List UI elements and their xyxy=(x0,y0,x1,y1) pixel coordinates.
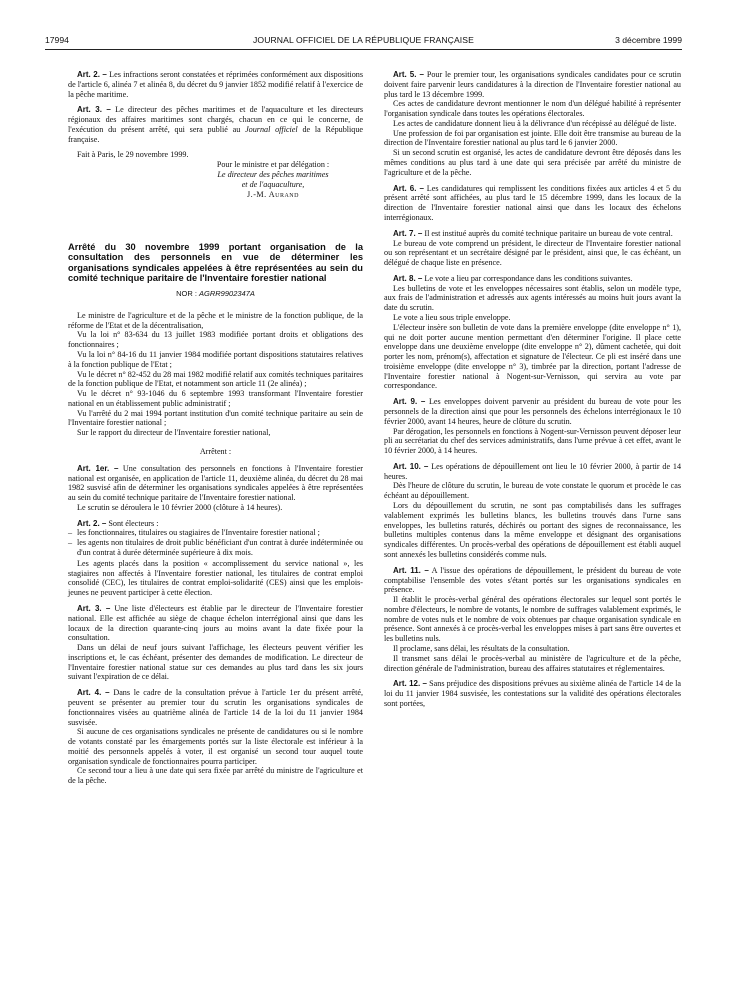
preamble-line: Vu le décret n° 93-1046 du 6 septembre 1993 transformant l'Inventaire forestier national en un établissement public administratif ; xyxy=(68,389,363,408)
article-2b-para: Les agents placés dans la position « accomplissement du service national », les stagiaires non affectés à l'Inventaire forestier national, les titulaires de contrat emploi consolidé (CEC), les titulaires de contrat emploi-solidarité (CES) ainsi que les emplois-jeunes ne peuvent participer à cette élection. xyxy=(68,558,363,598)
article-2: Art. 2. – Les infractions seront constatées et réprimées conformément aux dispositions de l'article 6, alinéa 7 et alinéa 8, du décret du 9 janvier 1852 modifié relatif à l'exercice de la pêche maritime. xyxy=(68,70,364,99)
header-rule xyxy=(45,49,682,50)
signatory-name: J.-M. Aurand xyxy=(247,190,299,200)
preamble-line: Sur le rapport du directeur de l'Inventaire forestier national, xyxy=(77,428,271,438)
article-9: Art. 9. – Les enveloppes doivent parvenir au président du bureau de vote pour les personnels de la direction ainsi que pour les personnels des échelons interrégionaux le 10 février 2000, avant 14 heures, heure de clôture du scrutin. xyxy=(384,397,682,426)
article-4: Art. 4. – Dans le cadre de la consultation prévue à l'article 1er du présent arrêté, peuvent se présenter au premier tour du scrutin les organisations syndicales de fonctionnaires visées au quatrième alinéa de l'article 14 de la loi du 11 janvier 1984 susvisée. xyxy=(68,688,364,727)
article-1-para: Le scrutin se déroulera le 10 février 2000 (clôture à 14 heures). xyxy=(77,502,283,512)
article-5-para: Les actes de candidature donnent lieu à la délivrance d'un récépissé au délégué de liste. xyxy=(393,118,677,128)
article-11: Art. 11. – A l'issue des opérations de dépouillement, le président du bureau de vote comptabilise l'ensemble des votes s'étant portés sur les organisations syndicales en présence. xyxy=(384,565,681,595)
left-column xyxy=(68,70,363,786)
article-10: Art. 10. – Les opérations de dépouillement ont lieu le 10 février 2000, à partir de 14 heures. xyxy=(384,461,682,481)
decree-title: Arrêté du 30 novembre 1999 portant organisation de la consultation des personnels en vue de déterminer les organisations syndicales appelées à être représentées au sein du comité technique paritaire de l'Inventaire forestier national xyxy=(68,242,363,283)
preamble-line: Vu la loi n° 84-16 du 11 janvier 1984 modifiée portant dispositions statutaires relatives à la fonction publique de l'Etat ; xyxy=(68,349,363,369)
article-8-para: Le vote a lieu sous triple enveloppe. xyxy=(393,312,511,322)
article-4-para: Si aucune de ces organisations syndicales ne présente de candidatures ou si le nombre de votants constaté par les émargements portés sur la liste électorale est inférieur à la moitié des personnels appelés à voter, il est organisé un second tour auquel toute organisation syndicale de fonctionnaires pourra participer. xyxy=(68,727,363,766)
article-4-para: Ce second tour a lieu à une date qui sera fixée par arrêté du ministre de l'agriculture et de la pêche. xyxy=(68,766,363,786)
arretent-heading: Arrêtent : xyxy=(199,447,232,456)
page-number: 17994 xyxy=(45,35,69,45)
article-3b-para: Dans un délai de neuf jours suivant l'affichage, les électeurs peuvent vérifier les inscriptions et, le cas échéant, présenter des demandes de modification. Le directeur de l'Inventaire forestier national statue sur ces demandes au plus tard dans les six jours suivant l'expiration de ce délai. xyxy=(68,643,363,682)
article-1: Art. 1er. – Une consultation des personnels en fonctions à l'Inventaire forestier national est organisée, en application de l'article 11, deuxième alinéa, du décret du 28 mai 1982 susvisé afin de déterminer les organisations syndicales appelées à être représentées au sein du comité technique paritaire de l'Inventaire forestier national. xyxy=(68,463,364,503)
article-3: Art. 3. – Le directeur des pêches maritimes et de l'aquaculture et les directeurs régionaux des affaires maritimes sont chargés, chacun en ce qui le concerne, de l'exécution du présent arrêté, qui sera publié au Journal officiel de la République française. xyxy=(68,105,364,144)
preamble-line: Vu le décret n° 82-452 du 28 mai 1982 modifié relatif aux comités techniques paritaires de la fonction publique de l'Etat, et notamment son article 11 (2e alinéa) ; xyxy=(68,369,363,389)
article-5-para: Ces actes de candidature devront mentionner le nom d'un délégué habilité à représenter l'organisation syndicale dans toutes les opérations électorales. xyxy=(384,99,681,119)
article-8-para: L'électeur insère son bulletin de vote dans la première enveloppe (dite enveloppe n° 1), qui ne doit porter aucune mention permettant d'en déterminer l'origine. Il place cette enveloppe dans une deuxième enveloppe (dite enveloppe n° 2), dûment cachetée, qui doit porter les nom, prénom(s), affectation et signature de l'électeur. Ce pli est inséré dans une troisième enveloppe (dite enveloppe n° 3), timbrée par la direction, portant l'adresse de l'Inventaire forestier national à Nogent-sur-Vernisson, qui servira au vote par correspondance. xyxy=(384,322,681,391)
article-10-para: Lors du dépouillement du scrutin, ne sont pas comptabilisés dans les suffrages valablement exprimés les bulletins blancs, les bulletins trouvés dans l'urne sans enveloppes, les bulletins raturés, déchirés ou portant des signes de reconnaissance, les bulletins multiples contenus dans la même enveloppe et désignant des organisations syndicales différentes. Un procès-verbal des opérations de dépouillement est établi auquel sont annexés les bulletins considérés comme nuls. xyxy=(384,501,681,559)
preamble-line: Vu la loi n° 83-634 du 13 juillet 1983 modifiée portant droits et obligations des fonctionnaires ; xyxy=(68,330,363,350)
preamble-line: Vu l'arrêté du 2 mai 1994 portant institution d'un comité technique paritaire au sein de l'Inventaire forestier national ; xyxy=(68,408,363,428)
issue-date: 3 décembre 1999 xyxy=(615,35,682,45)
article-11-para: Il établit le procès-verbal général des opérations électorales sur lequel sont portés le nombre d'électeurs, le nombre de votants, le nombre de suffrages valablement exprimés, le nombre de votes nuls et le nombre de voix obtenues par chaque organisation syndicale en présence. Sont annexés à ce procès-verbal les enveloppes mises à part sans être ouvertes et les bulletins nuls. xyxy=(384,595,681,644)
article-12: Art. 12. – Sans préjudice des dispositions prévues au sixième alinéa de l'article 14 de la loi du 11 janvier 1984 susvisée, les contestations sur la validité des opérations électorales sont portées, xyxy=(384,679,682,708)
article-7-para: Le bureau de vote comprend un président, le directeur de l'Inventaire forestier national ou son représentant et un secrétaire désigné par le président, ainsi que, le cas échéant, un délégué de chaque liste en présence. xyxy=(384,238,681,268)
article-9-para: Par dérogation, les personnels en fonctions à Nogent-sur-Vernisson peuvent déposer leur pli au secrétariat du chef des services administratifs, dans l'urne prévue à cet effet, avant le 10 février 2000, à 14 heures. xyxy=(384,426,681,456)
nor-reference: NOR : AGRR9902347A xyxy=(176,289,255,299)
preamble-line: Le ministre de l'agriculture et de la pêche et le ministre de la fonction publique, de la réforme de l'Etat et de la décentralisation, xyxy=(68,310,363,330)
fait-line: Fait à Paris, le 29 novembre 1999. xyxy=(77,150,189,160)
article-6: Art. 6. – Les candidatures qui remplissent les conditions fixées aux articles 4 et 5 du présent arrêté sont affichées, au plus tard le 15 décembre 1999, dans les locaux de la direction de l'Inventaire forestier national ainsi que dans les locaux des échelons interrégionaux. xyxy=(384,183,682,222)
signature-block: Pour le ministre et par délégation : Le directeur des pêches maritimes et de l'aquaculture, J.-M. Aurand xyxy=(183,160,363,200)
article-8: Art. 8. – Le vote a lieu par correspondance dans les conditions suivantes. xyxy=(393,273,633,283)
article-5-para: Une profession de foi par organisation est jointe. Elle doit être transmise au bureau de la direction de l'Inventaire forestier national au plus tard le 6 janvier 2000. xyxy=(384,128,681,148)
article-7: Art. 7. – Il est institué auprès du comité technique paritaire un bureau de vote central. xyxy=(393,228,673,238)
article-3b: Art. 3. – Une liste d'électeurs est établie par le directeur de l'Inventaire forestier national. Elle est affichée au siège de chaque échelon interrégional ainsi que dans les locaux de la direction quarante-cinq jours au moins avant la date fixée pour la consultation. xyxy=(68,603,364,643)
page-header xyxy=(45,35,682,49)
article-2b: Art. 2. – Sont électeurs : xyxy=(77,518,159,528)
article-10-para: Dès l'heure de clôture du scrutin, le bureau de vote constate le quorum et procède le cas échéant au dépouillement. xyxy=(384,481,681,501)
list-item: – les fonctionnaires, titulaires ou stagiaires de l'Inventaire forestier national ; xyxy=(68,528,363,538)
article-11-para: Il proclame, sans délai, les résultats de la consultation. xyxy=(393,643,570,653)
right-column xyxy=(384,70,681,709)
journal-title: JOURNAL OFFICIEL DE LA RÉPUBLIQUE FRANÇAISE xyxy=(253,35,474,45)
article-5: Art. 5. – Pour le premier tour, les organisations syndicales candidates pour ce scrutin doivent faire parvenir leurs candidatures à la direction de l'Inventaire forestier national au plus tard le 13 décembre 1999. xyxy=(384,70,682,99)
list-item: – les agents non titulaires de droit public bénéficiant d'un contrat à durée indéterminée ou d'un contrat à durée déterminée supérieure à dix mois. xyxy=(68,538,363,558)
article-11-para: Il transmet sans délai le procès-verbal au ministère de l'agriculture et de la pêche, direction générale de l'administration, bureau des affaires statutaires et réglementaires. xyxy=(384,653,681,673)
article-8-para: Les bulletins de vote et les enveloppes nécessaires sont établis, selon un modèle type, aux frais de l'administration et adressés aux agents intéressés au moins huit jours avant la date du scrutin. xyxy=(384,283,681,313)
article-5-para: Si un second scrutin est organisé, les actes de candidature devront être déposés dans les mêmes conditions au plus tard à une date qui sera précisée par arrêté du ministre de l'agriculture et de la pêche. xyxy=(384,148,681,177)
